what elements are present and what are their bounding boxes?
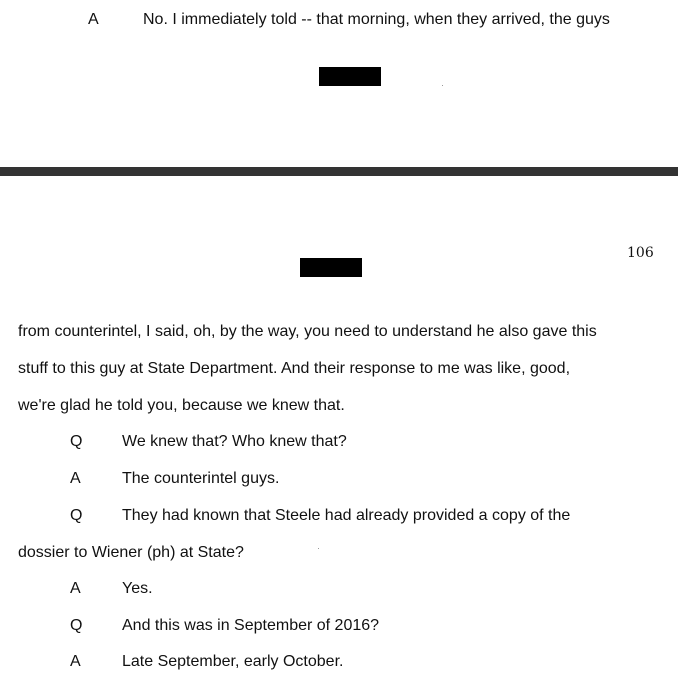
testimony-line: The counterintel guys. xyxy=(122,470,280,487)
paragraph-line: we're glad he told you, because we knew that. xyxy=(18,397,345,414)
scan-speck xyxy=(318,548,319,549)
paragraph-line: stuff to this guy at State Department. And their response to me was like, good, xyxy=(18,360,571,377)
testimony-line: And this was in September of 2016? xyxy=(122,617,380,634)
testimony-line: They had known that Steele had already provided a copy of the xyxy=(122,507,571,524)
speaker-label: A xyxy=(70,470,81,487)
speaker-label: A xyxy=(70,653,81,670)
page-divider xyxy=(0,167,678,176)
testimony-line: Yes. xyxy=(122,580,153,597)
testimony-continuation: dossier to Wiener (ph) at State? xyxy=(18,544,244,561)
testimony-line: We knew that? Who knew that? xyxy=(122,433,347,450)
testimony-line: No. I immediately told -- that morning, when they arrived, the guys xyxy=(143,11,610,28)
speaker-label: A xyxy=(70,580,81,597)
speaker-label: A xyxy=(88,11,99,28)
speaker-label: Q xyxy=(70,617,83,634)
speaker-label: Q xyxy=(70,507,83,524)
speaker-label: Q xyxy=(70,433,83,450)
paragraph-line: from counterintel, I said, oh, by the way, you need to understand he also gave this xyxy=(18,323,597,340)
redaction-box xyxy=(319,67,381,86)
scan-speck xyxy=(442,85,443,86)
redaction-box xyxy=(300,258,362,277)
testimony-line: Late September, early October. xyxy=(122,653,344,670)
page-number: 106 xyxy=(627,245,654,261)
